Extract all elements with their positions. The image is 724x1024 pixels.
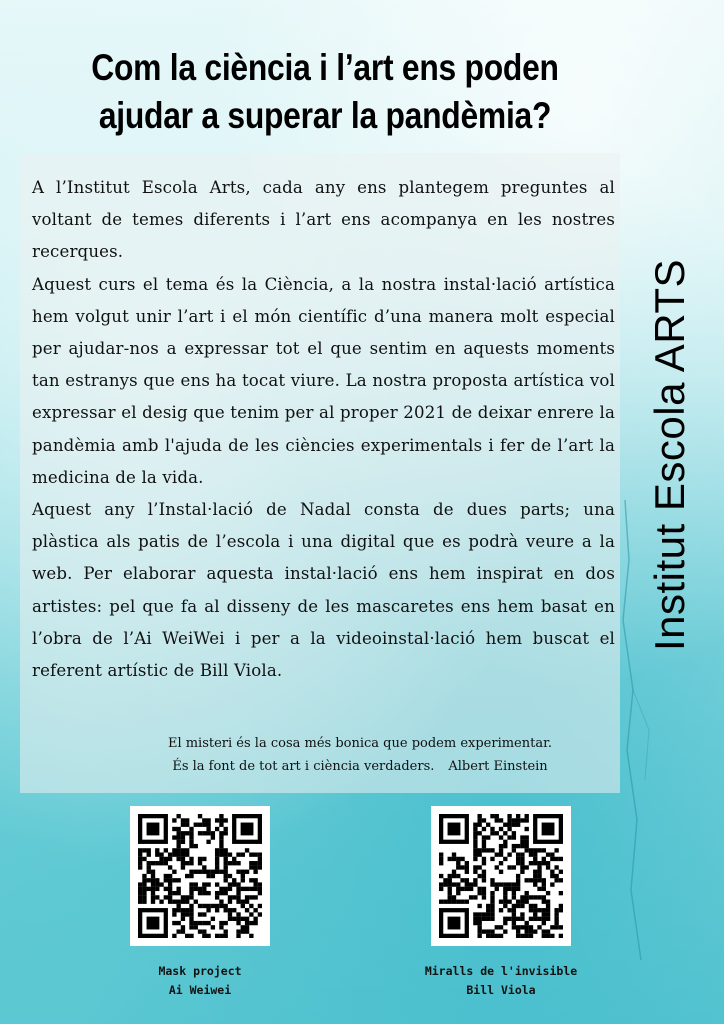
qr-caption-mask-project	[100, 962, 300, 1000]
qr-code-icon	[439, 814, 563, 938]
paragraph-3: Aquest any l’Instal·lació de Nadal consta de dues parts; una plàstica als patis de l’escola i una digital que es podrà veure a la web. Per elaborar aquesta instal·lació ens hem inspirat en dos artistes: pel que fa al disseny de les mascaretes ens hem basat en l’obra de l’Ai WeiWei i per a la videoinstal·lació hem buscat el referent artístic de Bill Viola.	[32, 500, 615, 681]
side-title-text: Institut Escola ARTS	[646, 258, 693, 652]
paragraph-2: Aquest curs el tema és la Ciència, a la nostra instal·lació artística hem volgut unir l’art i el món científic d’una manera molt especial per ajudar-nos a expressar tot el que sentim en aquests moments tan estranys que ens ha tocat viure. La nostra proposta artística vol expressar el desig que tenim per al proper 2021 de deixar enrere la pandèmia amb l'ajuda de les ciències experimentals i fer de l’art la medicina de la vida.	[32, 274, 615, 487]
qr-code-icon	[138, 814, 262, 938]
qr-caption-line-2: Bill Viola	[466, 983, 536, 997]
qr-caption-line-1: Mask project	[158, 964, 242, 978]
body-text	[32, 172, 615, 687]
quote-line-2-text: És la font de tot art i ciència verdaders.	[172, 759, 435, 774]
qr-code-miralls[interactable]	[431, 806, 571, 946]
qr-caption-line-1: Miralls de l'invisible	[424, 964, 578, 978]
side-title	[640, 260, 700, 650]
quote-author: Albert Einstein	[448, 759, 548, 774]
page-title	[63, 44, 588, 140]
qr-caption-miralls	[401, 962, 601, 1000]
paragraph-1: A l’Institut Escola Arts, cada any ens plantegem preguntes al voltant de temes diferents i l’art ens acompanya en les nostres recerques.	[32, 178, 615, 262]
title-line-1: Com la ciència i l’art ens poden	[91, 47, 559, 88]
quote-line-1: El misteri és la cosa més bonica que podem experimentar.	[167, 736, 553, 751]
einstein-quote	[120, 732, 600, 778]
title-line-2: ajudar a superar la pandèmia?	[98, 95, 552, 136]
quote-line-2	[120, 755, 600, 778]
qr-caption-line-2: Ai Weiwei	[168, 983, 232, 997]
qr-code-mask-project[interactable]	[130, 806, 270, 946]
